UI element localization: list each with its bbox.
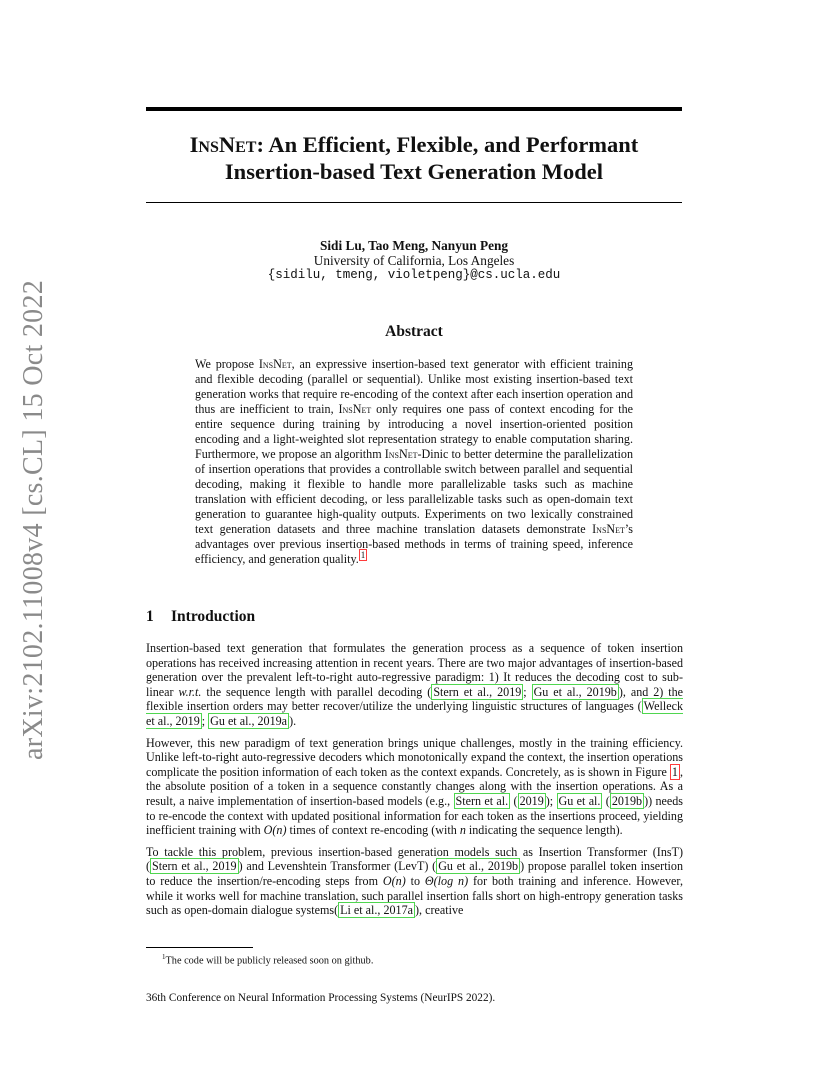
model-name: InsNet (384, 447, 418, 461)
arxiv-stamp: arXiv:2102.11008v4 [cs.CL] 15 Oct 2022 (18, 279, 49, 760)
title-line-2: Insertion-based Text Generation Model (224, 159, 604, 184)
abstract-span: -Dinic to better determine the parallelization of insertion operations that provides a controllable switch between parallel and sequential decoding, making it flexible to handle more parallelizable tasks such as machine translation with efficient decoding, or less parallelizable tasks such as open-domain text generation to guarantee high-quality outputs. Experiments on two lexically constrained text generation datasets and three machine translation datasets demonstrate (195, 447, 633, 536)
model-name: InsNet (258, 357, 292, 371)
text-span: To tackle this problem, previous insertion-based generation models such as Insertion Transformer (InsT) ( (146, 844, 683, 874)
figure-link[interactable]: 1 (671, 764, 678, 779)
text-span: w.r.t. (178, 684, 202, 699)
math-expression: Θ(log n) (424, 873, 469, 888)
text-span: )) needs to re-encode the context with updated positional information for each token as the insertions proceed, yielding inefficient training with (146, 793, 683, 838)
section-number: 1 (146, 608, 154, 625)
text-span: the sequence length with parallel decoding ( (201, 684, 432, 699)
section-title: Introduction (171, 608, 256, 625)
citation-link[interactable]: 2019b (611, 793, 643, 808)
text-span: for both training and inference. However, while it works well for machine translation, such parallel insertion falls short on high-entropy generation tasks such as open-domain dialogue systems( (146, 873, 683, 918)
footnote (162, 951, 682, 967)
citation-link[interactable]: 2019 (519, 793, 544, 808)
author-names: Sidi Lu, Tao Meng, Nanyun Peng (319, 238, 509, 253)
text-span: Insertion-based text generation that formulates the generation process as a sequence of token insertion operations has received increasing attention in recent years. There are two major advantages of insertion-based generation over the prevalent left-to-right auto-regressive paradigm: 1) It reduces the decoding cost to sub-linear (146, 641, 683, 699)
affiliation: University of California, Los Angeles (313, 253, 515, 268)
abstract-span: ’s advantages over previous insertion-based methods in terms of training speed, inference efficiency, and generation quality. (195, 522, 633, 566)
text-span: ), and 2) the flexible insertion orders may better recover/utilize the underlying linguistic structures of languages ( (146, 684, 683, 714)
text-span: However, this new paradigm of text generation brings unique challenges, mostly in the training efficiency. Unlike left-to-right auto-regressive decoders which monotonically expand the context, the insertion operations complicate the position information of each token as the context expands. Concretely, as is shown in Figure (146, 735, 683, 779)
conference-note: 36th Conference on Neural Information Processing Systems (NeurIPS 2022). (146, 992, 496, 1004)
math-expression: n (459, 823, 466, 838)
citation-link[interactable]: Gu et al. (558, 793, 601, 808)
title-rule-bottom (146, 202, 682, 203)
paper-title (146, 131, 682, 185)
paragraph (146, 845, 683, 918)
footnote-link[interactable]: 1 (360, 549, 366, 560)
paragraph (146, 736, 683, 838)
abstract-span: , an expressive insertion-based text generator with efficient training and flexible decoding (parallel or sequential). Unlike most existing insertion-based text generation works that require re-encoding of the context after each insertion operation and thus are inefficient to train, (195, 357, 633, 416)
citation-link[interactable]: Stern et al., 2019 (152, 859, 237, 874)
text-span: ); (545, 793, 557, 808)
citation-link[interactable]: Stern et al. (455, 793, 509, 808)
author-email: {sidilu, tmeng, violetpeng}@cs.ucla.edu (267, 268, 561, 282)
abstract-heading: Abstract (385, 323, 443, 340)
citation-link[interactable]: Stern et al., 2019 (433, 684, 522, 699)
section-heading (146, 608, 255, 626)
abstract-span: only requires one pass of context encoding for the entire sequence during training by introducing a novel insertion-oriented position encoding and a light-weighted slot representation strategy to enable computation sharing. Furthermore, we propose an algorithm (195, 402, 633, 461)
abstract-span: We propose (195, 357, 259, 371)
text-span: , the absolute position of a token in a sequence constantly changes along with the insertion operations. As a result, a naive implementation of insertion-based models (e.g., (146, 764, 683, 808)
text-span: ) propose parallel token insertion to reduce the insertion/re-encoding steps from (146, 859, 684, 888)
text-span: ( (602, 793, 610, 808)
model-name: InsNet (189, 132, 257, 157)
model-name: InsNet (592, 522, 625, 536)
text-span: times of context re-encoding (with (286, 823, 460, 838)
model-name: InsNet (338, 402, 372, 416)
text-span: ) and Levenshtein Transformer (LevT) ( (238, 859, 437, 874)
text-span: ), creative (415, 903, 464, 918)
intro-body (146, 641, 683, 925)
citation-link[interactable]: Welleck et al., 2019 (146, 699, 683, 728)
author-block (146, 238, 682, 283)
text-span: to (405, 873, 425, 888)
text-span: ; (201, 713, 209, 728)
citation-link[interactable]: Gu et al., 2019b (533, 684, 617, 699)
title-line-1: : An Efficient, Flexible, and Performant (256, 132, 639, 157)
math-expression: O(n) (263, 823, 287, 838)
footnote-rule (146, 947, 253, 948)
title-rule-top (146, 107, 682, 111)
footnote-text: The code will be publicly released soon on github. (165, 955, 374, 967)
citation-link[interactable]: Li et al., 2017a (340, 903, 414, 918)
footnote-mark: 1 (162, 953, 166, 961)
text-span: ; (523, 684, 532, 699)
text-span: indicating the sequence length). (465, 823, 623, 838)
text-span: ( (510, 793, 518, 808)
paragraph (146, 641, 683, 729)
citation-link[interactable]: Gu et al., 2019a (210, 713, 288, 728)
citation-link[interactable]: Gu et al., 2019b (438, 859, 519, 874)
text-span: ). (289, 713, 297, 728)
abstract-text (195, 357, 633, 567)
math-expression: O(n) (382, 873, 406, 888)
